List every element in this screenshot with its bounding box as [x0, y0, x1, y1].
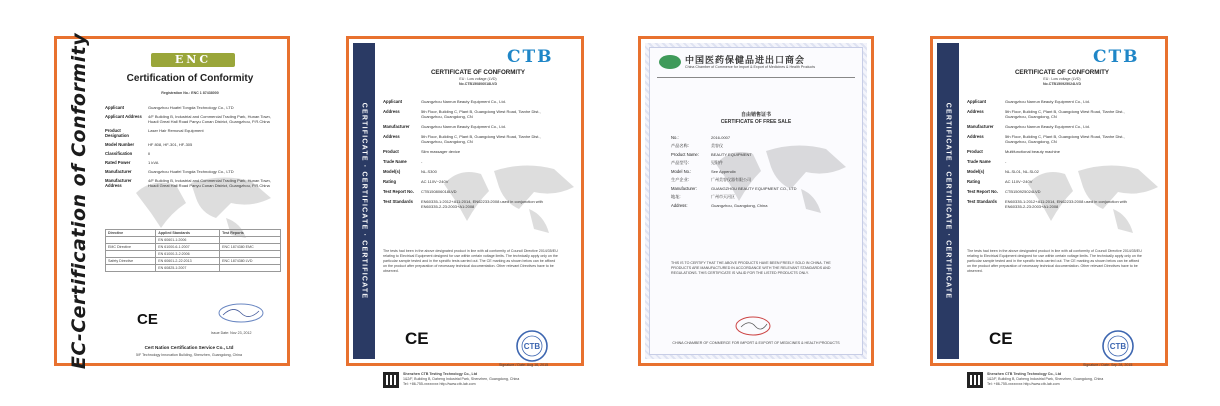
field-value: 4/F Building B, Industrial and Commercial Trading Park, Hunan Town, Huadi Great Hall Road Panyu Conan District, Guangzhou, P.R.China: [148, 114, 271, 124]
signature-date: Signature / Date: Aug 16, 2015: [499, 363, 549, 367]
certificate-title-cn: 自由销售证书: [740, 112, 771, 118]
field-label: Rating: [383, 179, 397, 184]
field-value: 2016-0007: [711, 135, 731, 140]
field-value: AC 110V~240V: [421, 179, 449, 184]
field-row: [967, 189, 1137, 194]
svg-text:CTB: CTB: [523, 342, 541, 351]
table-cell: ENC 1874380 EMC: [220, 244, 281, 251]
directive-line: EU : Low voltage (LVD): [1043, 77, 1081, 81]
field-label: Address:: [671, 203, 688, 208]
field-label: Product: [383, 149, 399, 154]
official-stamp: [733, 315, 773, 337]
field-label: Model Number: [105, 142, 135, 147]
certificate-title: CERTIFICATE OF CONFORMITY: [1014, 69, 1110, 76]
field-value: 5th Floor, Building C, Plant B, Guangdong West Road, Tianhe Dist., Guangzhou, Guangdong, CN: [421, 109, 541, 119]
field-label: Manufacturer:: [671, 186, 697, 191]
field-label: Trade Name: [383, 159, 407, 164]
table-cell: EN 61000-6-1:2007: [156, 244, 220, 251]
field-label: Rated Power: [105, 160, 131, 165]
field-row: [383, 109, 553, 119]
field-list: [671, 135, 847, 211]
certificate-title: CERTIFICATE OF CONFORMITY: [430, 69, 526, 76]
certificate-ctb-1[interactable]: [346, 36, 584, 386]
lab-name: Shenzhen CTB Testing Technology Co., Ltd: [987, 372, 1062, 376]
table-cell: ENC 1874380 LVD: [220, 258, 281, 265]
field-value: EN60335-1:2012+A11:2014, EN62233:2008 used in conjunction with EN60335-2-23:2003+A1:2008: [421, 199, 543, 209]
field-label: Product: [967, 149, 983, 154]
field-row: [967, 159, 1137, 164]
field-value: Guangzhou Nanrun Beauty Equipment Co., Ltd.: [421, 99, 506, 104]
ce-mark: CE: [405, 329, 429, 348]
field-row: [383, 159, 553, 164]
field-value: CTB150806018LVD: [421, 189, 457, 194]
field-value: 1 kVA: [148, 160, 159, 165]
field-row: [105, 151, 281, 156]
table-cell: EN 61000-3-2:2006: [156, 251, 220, 258]
signature-date: Signature / Date: Sep 28, 2015: [1083, 363, 1133, 367]
field-label: Product Designation: [105, 128, 129, 138]
field-row: [105, 142, 281, 147]
enc-logo: ENC: [151, 53, 235, 67]
field-list: [383, 99, 553, 214]
field-row: [383, 189, 553, 194]
field-list: [967, 99, 1137, 214]
field-label: Address: [967, 134, 984, 139]
chamber-footer: CHINA CHAMBER OF COMMERCE FOR IMPORT & EXPORT OF MEDICINES & HEALTH PRODUCTS: [672, 341, 840, 345]
field-row: [967, 99, 1137, 104]
field-label: No.:: [671, 135, 679, 140]
field-label: Applicant: [967, 99, 987, 104]
divider: [657, 77, 855, 78]
field-label: Test Standards: [383, 199, 413, 204]
field-row: [967, 134, 1137, 144]
certificate-statement: The tests had been in the above designated product in line with all conformity of Council Directive 2014/35/EU relating to Electrical Equipment designed for use within certain voltage limits. The technically apply only on the particular sample tested and in the specific tests carried out. The CE marking as shown below can be affixed on the product after preparation of necessary technical documentation. Other relevant Directives have to be observed.: [383, 249, 558, 273]
field-value: 见附件: [711, 160, 723, 165]
lab-address: 1&2/F, Building B, Daheng Industrial Park, Shenzhen, Guangdong, China: [403, 377, 520, 381]
table-cell: EN 60601-1:2006: [156, 237, 220, 244]
certificate-statement: THIS IS TO CERTIFY THAT THE ABOVE PRODUCTS HAVE BEEN FREELY SOLD IN CHINA. THE PRODUCTS ARE MANUFACTURED IN ACCORDANCE WITH THE RELEVANT STANDARDS AND REGULATIONS. THIS CERTIFICATE IS VALID FOR THE LISTED PRODUCTS ONLY.: [671, 261, 831, 275]
table-header-cell: Directive: [106, 230, 156, 237]
field-row: [967, 169, 1137, 174]
table-header-cell: Test Reports: [220, 230, 281, 237]
field-row: [105, 105, 281, 110]
svg-text:CTB: CTB: [1109, 342, 1127, 351]
certificate-body: [61, 32, 283, 370]
certificate-number: No.CTB150925024LVD: [1042, 82, 1082, 86]
table-row: [106, 265, 281, 272]
field-value: Guangzhou Nanrun Beauty Equipment Co., Ltd.: [1005, 99, 1090, 104]
field-value: 5th Floor, Building C, Plant B, Guangdong West Road, Tianhe Dist., Guangzhou, Guangdong, CN: [1005, 109, 1125, 119]
field-label: Manufacturer: [105, 169, 132, 174]
table-row: [106, 244, 281, 251]
field-label: Model(s): [967, 169, 985, 174]
field-label: Trade Name: [967, 159, 991, 164]
field-label: Manufacturer Address: [105, 178, 132, 188]
field-row: [383, 169, 553, 174]
table-cell: [106, 237, 156, 244]
issue-date: Issue Date: Nov 23, 2012: [211, 331, 252, 335]
field-label: Manufacturer: [967, 124, 994, 129]
field-value: See Appendix: [711, 169, 736, 174]
field-value: CTB150925024LVD: [1005, 189, 1041, 194]
field-row: [671, 169, 847, 174]
field-row: [671, 203, 847, 208]
lab-name: Shenzhen CTB Testing Technology Co., Ltd: [403, 372, 478, 376]
table-cell: EN 60825-1:2007: [156, 265, 220, 272]
field-value: 5th Floor, Building C, Plant B, Guangdong West Road, Tianhe Dist., Guangzhou, Guangdong, CN: [1005, 134, 1125, 144]
chamber-name-cn: 中国医药保健品进出口商会: [685, 56, 806, 66]
chamber-name-en: China Chamber of Commerce for Import & Export of Medicines & Health Products: [685, 65, 816, 69]
field-value: Guangzhou Nanrun Beauty Equipment Co., Ltd.: [421, 124, 506, 129]
certificate-side-bar: CERTIFICATE · CERTIFICATE · CERTIFICATE: [937, 43, 959, 359]
field-row: [383, 99, 553, 104]
field-value: 广州美容仪器有限公司: [711, 177, 751, 182]
field-value: GUANGZHOU BEAUTY EQUIPMENT CO., LTD: [711, 186, 797, 191]
field-label: Test Report No.: [967, 189, 998, 194]
field-value: AC 110V~240V: [1005, 179, 1033, 184]
ce-mark: CE: [989, 329, 1013, 348]
field-value: Laser Hair Removal Equipment: [148, 128, 204, 133]
table-row: [106, 258, 281, 265]
field-row: [671, 177, 847, 183]
field-row: [671, 152, 847, 157]
certificate-side-bar: CERTIFICATE · CERTIFICATE · CERTIFICATE: [353, 43, 375, 359]
vertical-title: EC-Certification of Conformity: [68, 32, 90, 370]
field-value: NL-SL01, NL-SL02: [1005, 169, 1039, 174]
field-row: [671, 186, 847, 191]
field-row: [967, 149, 1137, 154]
field-value: Slim massager device: [421, 149, 461, 154]
field-value: Guangzhou Huafei Tongda Technology Co., LTD: [148, 105, 234, 110]
certificate-free-sale[interactable]: [638, 36, 874, 366]
field-row: [671, 143, 847, 149]
field-label: 地址:: [671, 194, 681, 199]
table-cell: [220, 237, 281, 244]
field-label: Model No.:: [671, 169, 692, 174]
field-label: Rating: [967, 179, 981, 184]
field-label: Manufacturer: [383, 124, 410, 129]
issuer-address: 5/F Technology Innovation Building, Shenzhen, Guangdong, China: [135, 353, 243, 357]
field-value: -: [1005, 159, 1007, 164]
field-label: Address: [967, 109, 984, 114]
field-label: Model(s): [383, 169, 401, 174]
table-row: [106, 237, 281, 244]
field-row: [383, 149, 553, 154]
field-row: [383, 124, 553, 129]
field-row: [105, 169, 281, 174]
field-label: 产品名称:: [671, 143, 689, 148]
ctb-seal: [1101, 329, 1135, 363]
table-cell: EN 60601-2-22:2013: [156, 258, 220, 265]
field-label: 产品型号:: [671, 160, 689, 165]
registration-number: Registration No.: ENC 1 87438000: [161, 91, 219, 95]
field-value: HF 808, HF-301, HF-305: [148, 142, 193, 147]
table-cell: Safety Directive: [106, 258, 156, 265]
field-row: [105, 128, 281, 138]
field-value: Guangzhou Nanrun Beauty Equipment Co., Ltd.: [1005, 124, 1090, 129]
field-label: Address: [383, 134, 400, 139]
ctb-logo: CTB: [1093, 47, 1140, 67]
field-value: Guangzhou, Guangdong, China: [711, 203, 768, 208]
field-label: Product Name:: [671, 152, 699, 157]
table-row: [106, 251, 281, 258]
field-label: Test Report No.: [383, 189, 414, 194]
field-value: 广州市天河区: [711, 194, 735, 199]
lab-contact: Tel: +86-755-xxxxxxxx http://www.ctb-lab.com: [987, 382, 1060, 386]
ctb-seal: [515, 329, 549, 363]
field-value: 5th Floor, Building C, Plant B, Guangdong West Road, Tianhe Dist., Guangzhou, Guangdong, CN: [421, 134, 541, 144]
table-cell: EMC Directive: [106, 244, 156, 251]
field-value: -: [421, 159, 423, 164]
chamber-emblem-icon: [659, 55, 681, 69]
field-value: Guangzhou Huafei Tongda Technology Co., LTD: [148, 169, 234, 174]
field-row: [105, 114, 281, 124]
field-row: [967, 179, 1137, 184]
field-row: [967, 199, 1137, 209]
certificate-title: Certification of Conformity: [126, 73, 254, 84]
table-header-row: [106, 230, 281, 237]
field-label: Test Standards: [967, 199, 997, 204]
field-row: [105, 178, 281, 188]
field-row: [671, 135, 847, 140]
field-value: Multifunctional beauty machine: [1005, 149, 1060, 154]
table-cell: [220, 265, 281, 272]
field-row: [671, 194, 847, 200]
field-list: [105, 105, 281, 192]
field-label: Applicant: [105, 105, 125, 110]
lab-address: 1&2/F, Building B, Daheng Industrial Park, Shenzhen, Guangdong, China: [987, 377, 1104, 381]
standards-table: [105, 229, 281, 272]
certificate-ctb-2[interactable]: [930, 36, 1168, 386]
field-label: Address: [383, 109, 400, 114]
field-row: [383, 199, 553, 209]
certificate-statement: The tests had been in the above designated product in line with all conformity of Council Directive 2014/35/EU relating to Electrical Equipment designed for use within certain voltage limits. The technically apply only on the particular sample tested and in the specific tests carried out. The CE marking as shown below can be affixed on the product after preparation of necessary technical documentation. Other relevant Directives have to be observed.: [967, 249, 1142, 273]
table-header-cell: Applied Standards: [156, 230, 220, 237]
certificate-number: No.CTB150806018LVD: [458, 82, 498, 86]
qr-code: [383, 372, 399, 388]
signature-stamp: [211, 301, 275, 329]
field-value: EN60335-1:2012+A11:2014, EN62233:2008 used in conjunction with EN60335-2-23:2003+A1:2008: [1005, 199, 1127, 209]
field-value: 美容仪: [711, 143, 723, 148]
field-label: Applicant: [383, 99, 403, 104]
lab-contact: Tel: +86-755-xxxxxxxx http://www.ctb-lab.com: [403, 382, 476, 386]
field-row: [105, 160, 281, 165]
issuer-name: Cert Nation Certification Service Co., Ltd: [144, 345, 234, 350]
directive-line: EU : Low voltage (LVD): [459, 77, 497, 81]
field-row: [671, 160, 847, 166]
field-label: Applicant Address: [105, 114, 142, 119]
ce-mark: CE: [137, 311, 158, 328]
qr-code: [967, 372, 983, 388]
field-row: [383, 134, 553, 144]
certificate-title-en: CERTIFICATE OF FREE SALE: [720, 119, 792, 125]
field-label: Classification: [105, 151, 133, 156]
field-row: [383, 179, 553, 184]
table-cell: [106, 265, 156, 272]
field-row: [967, 109, 1137, 119]
field-value: 4/F Building B, Industrial and Commercial Trading Park, Hunan Town, Huadi Great Hall Road Panyu Conan District, Guangzhou, P.R.China: [148, 178, 271, 188]
field-value: BEAUTY EQUIPMENT: [711, 152, 752, 157]
ctb-logo: CTB: [507, 47, 554, 67]
table-cell: [106, 251, 156, 258]
table-cell: [220, 251, 281, 258]
field-label: 生产企业:: [671, 177, 689, 182]
field-row: [967, 124, 1137, 129]
field-value: NL-S300: [421, 169, 437, 174]
field-value: II: [148, 151, 151, 156]
table-body: [106, 237, 281, 272]
certificate-enc[interactable]: [54, 32, 290, 370]
